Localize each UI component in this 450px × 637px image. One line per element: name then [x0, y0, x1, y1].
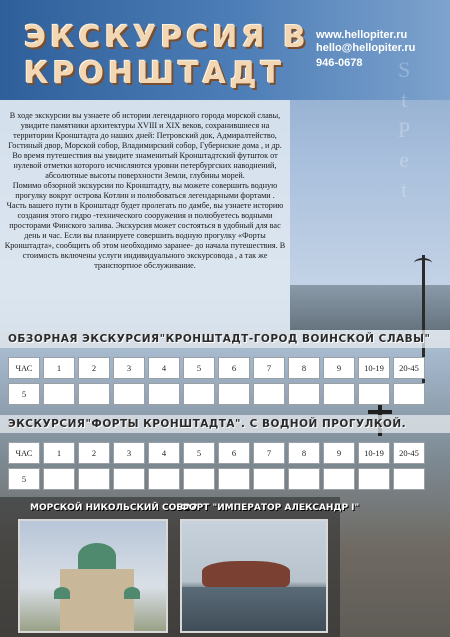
- table-cell: 3: [113, 357, 145, 379]
- anchor-cross-bar: [368, 410, 392, 414]
- page-title-line2: КРОНШТАДТ: [24, 56, 286, 91]
- table-cell: [323, 468, 355, 490]
- cathedral-body: [60, 569, 134, 633]
- table-cell: [43, 383, 75, 405]
- section-title-forts: ЭКСКУРСИЯ"ФОРТЫ КРОНШТАДТА". С ВОДНОЙ ПРОГУЛКОЙ.: [0, 415, 450, 433]
- table-cell: 7: [253, 442, 285, 464]
- table-cell: 20-45: [393, 442, 425, 464]
- fort-building: [202, 561, 290, 587]
- table-cell: [218, 468, 250, 490]
- watermark-letter: P: [398, 117, 411, 142]
- table-cell: 3: [113, 442, 145, 464]
- table-cell: ЧАС: [8, 442, 40, 464]
- watermark-letter: t: [401, 177, 408, 202]
- table-cell: 9: [323, 442, 355, 464]
- intro-paragraph-2: Помимо обзорной экскурсии по Кронштадту, вы можете совершить водную прогулку вокруг острова Котлин и полюбоваться легендарными фортами .: [12, 181, 278, 200]
- table-cell: 1: [43, 442, 75, 464]
- price-table-forts: [8, 442, 425, 490]
- table-cell: 4: [148, 442, 180, 464]
- table-cell: [253, 383, 285, 405]
- table-cell: [393, 383, 425, 405]
- intro-paragraph-3: Часть вашего пути в Кронштадт будет пролегать по дамбе, вы узнаете историю создания этого гидро -технического сооружения и полюбуетесь водными просторами Финского залива. Экскурсия может состояться в удобный для вас день и час. Если вы планируете совершить водную прогулку «Форты Кронштадта», сообщить об этом необходимо заранее- до начала путешествия. В стоимость включены услуги индивидуального экскурсовода , а так же транспортное обслуживание.: [4, 201, 286, 270]
- street-lamp-head: [414, 258, 432, 268]
- table-cell: [253, 468, 285, 490]
- intro-text: [4, 111, 286, 331]
- watermark: [398, 55, 410, 205]
- watermark-letter: t: [401, 87, 408, 112]
- table-cell: 20-45: [393, 357, 425, 379]
- table-cell: [358, 383, 390, 405]
- table-cell: 9: [323, 357, 355, 379]
- cathedral-photo: [18, 519, 168, 633]
- page-title-line1: ЭКСКУРСИЯ В: [24, 20, 310, 55]
- cathedral-dome: [78, 543, 116, 569]
- table-cell: [43, 468, 75, 490]
- table-cell: [148, 383, 180, 405]
- website-link[interactable]: www.hellopiter.ru: [316, 29, 408, 41]
- cathedral-side-dome: [124, 587, 140, 599]
- table-cell: [358, 468, 390, 490]
- table-cell: [183, 383, 215, 405]
- table-cell: [288, 383, 320, 405]
- table-cell: ЧАС: [8, 357, 40, 379]
- table-cell: [78, 383, 110, 405]
- fort-photo: [180, 519, 328, 633]
- table-cell: 7: [253, 357, 285, 379]
- watermark-letter: S: [398, 57, 411, 82]
- phone-number: 946-0678: [316, 57, 363, 69]
- section-title-overview: ОБЗОРНАЯ ЭКСКУРСИЯ"КРОНШТАДТ-ГОРОД ВОИНСКОЙ СЛАВЫ": [0, 330, 450, 348]
- table-cell: 10-19: [358, 357, 390, 379]
- table-cell: 2: [78, 357, 110, 379]
- table-cell: [393, 468, 425, 490]
- watermark-letter: e: [399, 147, 409, 172]
- table-cell: 6: [218, 442, 250, 464]
- table-cell: [183, 468, 215, 490]
- table-cell: [323, 383, 355, 405]
- harbor-skyline: [290, 285, 450, 330]
- table-cell: [218, 383, 250, 405]
- price-table-overview: [8, 357, 425, 405]
- sea: [182, 587, 328, 633]
- table-cell: 5: [183, 442, 215, 464]
- table-cell: 8: [288, 357, 320, 379]
- table-cell: [288, 468, 320, 490]
- table-cell: 10-19: [358, 442, 390, 464]
- table-cell: 8: [288, 442, 320, 464]
- table-cell: [113, 468, 145, 490]
- email-link[interactable]: hello@hellopiter.ru: [316, 42, 416, 54]
- intro-paragraph-1: В ходе экскурсии вы узнаете об истории легендарного города морской славы, увидите памятники архитектуры XVIII и XIX веков, сохранившиеся на территории Кронштадта до наших дней: Петровский док, Адмиралтейство, Гостиный двор, Морской собор, Владимирский собор, Губернские дома , и др. Во время путешествия вы увидите знаменитый Кронштадтский футшток от нулевой отметки которого исчисляются уровни петербургских наводнений, абсолютные высоты поверхности Земли, глубины морей.: [8, 111, 282, 180]
- table-cell: 6: [218, 357, 250, 379]
- table-cell: [148, 468, 180, 490]
- caption-fort: ФОРТ "ИМПЕРАТОР АЛЕКСАНДР I": [180, 503, 360, 513]
- caption-cathedral: МОРСКОЙ НИКОЛЬСКИЙ СОБОР: [30, 503, 198, 513]
- table-cell: 5: [8, 468, 40, 490]
- table-cell: 1: [43, 357, 75, 379]
- cathedral-side-dome: [54, 587, 70, 599]
- table-cell: [113, 383, 145, 405]
- table-cell: 2: [78, 442, 110, 464]
- table-cell: 5: [183, 357, 215, 379]
- table-cell: 5: [8, 383, 40, 405]
- table-cell: 4: [148, 357, 180, 379]
- table-cell: [78, 468, 110, 490]
